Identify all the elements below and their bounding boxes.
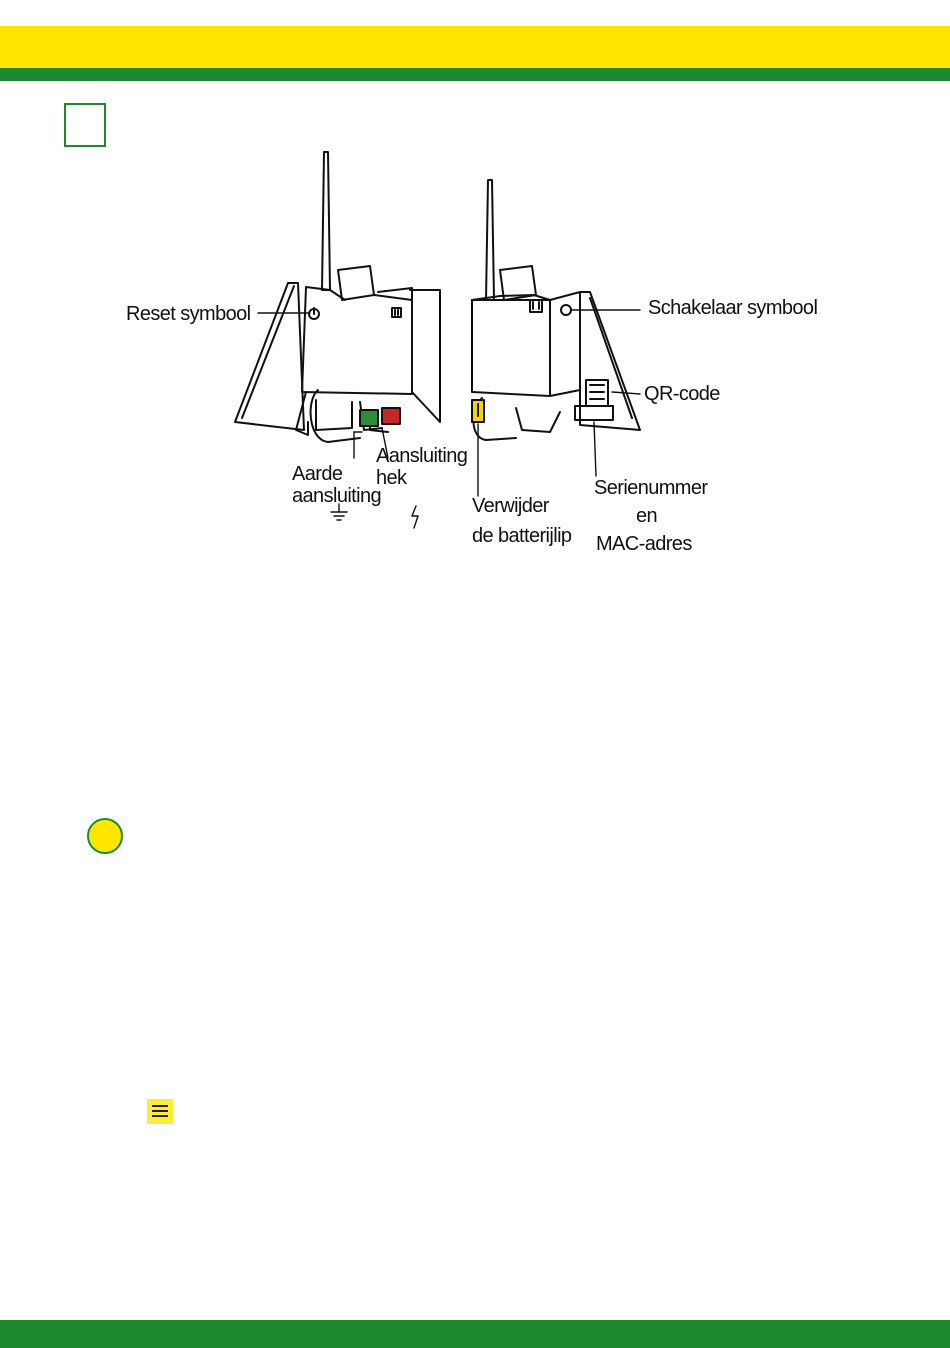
left-device (235, 152, 440, 442)
qr-code-label: QR-code (644, 383, 720, 405)
hamburger-menu-icon (147, 1099, 173, 1124)
fence-connection-label-2: hek (376, 467, 407, 489)
serial-number-label-3: MAC-adres (596, 533, 692, 555)
battery-tab-label-2: de batterijlip (472, 525, 572, 547)
battery-tab-label: Verwijder (472, 495, 549, 517)
serial-number-label: Serienummer (594, 477, 708, 499)
device-illustration (120, 140, 840, 570)
yellow-circle-icon (87, 818, 123, 854)
serial-number-label-2: en (636, 505, 658, 527)
reset-symbol-label: Reset symbool (126, 303, 251, 325)
header-yellow-band (0, 26, 950, 68)
earth-connection-label-2: aansluiting (292, 485, 382, 507)
switch-symbol-label: Schakelaar symbool (648, 297, 818, 319)
fence-connection-label: Aansluiting (376, 445, 468, 467)
footer-green-band (0, 1320, 950, 1348)
earth-connection-label: Aarde (292, 463, 343, 485)
step-marker-icon (64, 103, 106, 147)
device-diagram (120, 140, 840, 570)
header-green-stripe (0, 68, 950, 81)
